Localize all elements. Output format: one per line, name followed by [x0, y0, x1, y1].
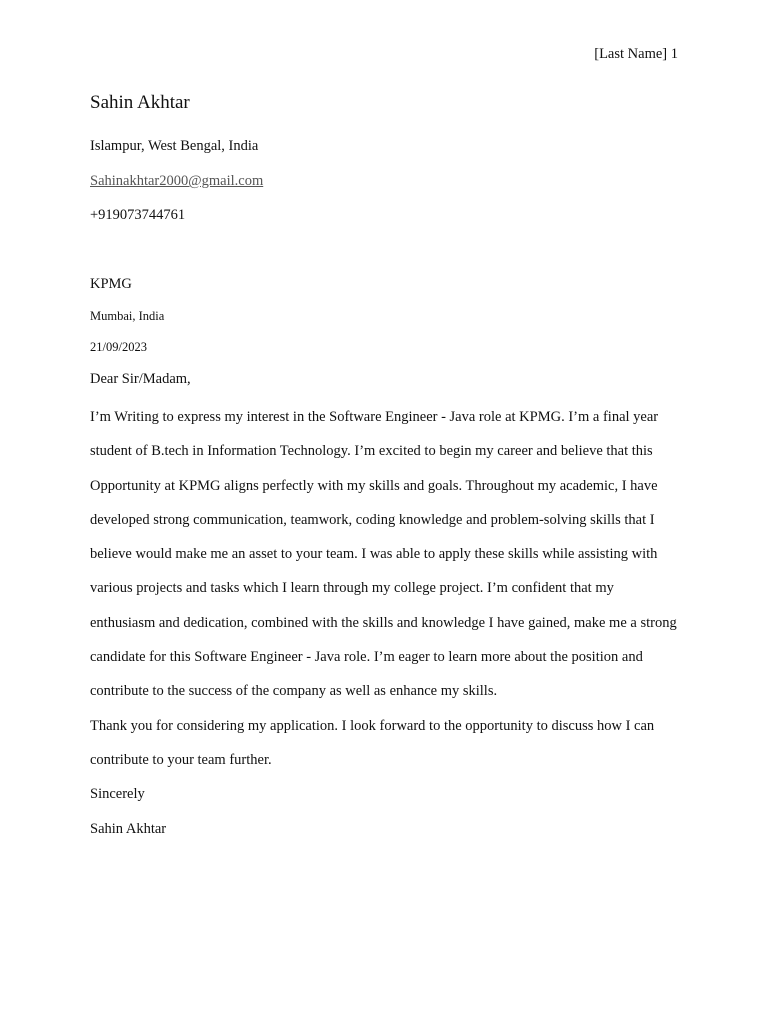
body-paragraph-2: Thank you for considering my application. I look forward to the opportunity to discuss how I can contribute to your team further. — [90, 717, 655, 768]
letter-date: 21/09/2023 — [90, 340, 147, 354]
sender-address: Islampur, West Bengal, India — [90, 138, 259, 154]
recipient-company: KPMG — [90, 276, 132, 292]
closing: Sincerely — [90, 786, 145, 803]
sender-name: Sahin Akhtar — [90, 92, 190, 113]
letter-body — [90, 400, 680, 846]
body-paragraph-1: I’m Writing to express my interest in the Software Engineer - Java role at KPMG. I’m a final year student of B.tech in Information Technology. I’m excited to begin my career and believe that this Opportunity at KPMG aligns perfectly with my skills and goals. Throughout my academic, I have developed strong communication, teamwork, coding knowledge and problem-solving skills that I believe would make me an asset to your team. I was able to apply these skills while assisting with various projects and tasks which I learn through my college project. I’m confident that my enthusiasm and dedication, combined with the skills and knowledge I have gained, make me a strong candidate for this Software Engineer - Java role. I’m eager to learn more about the position and contribute to the success of the company as well as enhance my skills. — [90, 409, 677, 700]
page-header-label: [Last Name] 1 — [594, 46, 678, 62]
salutation: Dear Sir/Madam, — [90, 371, 191, 387]
signature-name: Sahin Akhtar — [90, 820, 167, 837]
recipient-location: Mumbai, India — [90, 309, 165, 323]
sender-email-link[interactable]: Sahinakhtar2000@gmail.com — [90, 173, 264, 189]
sender-phone: +919073744761 — [90, 207, 186, 223]
